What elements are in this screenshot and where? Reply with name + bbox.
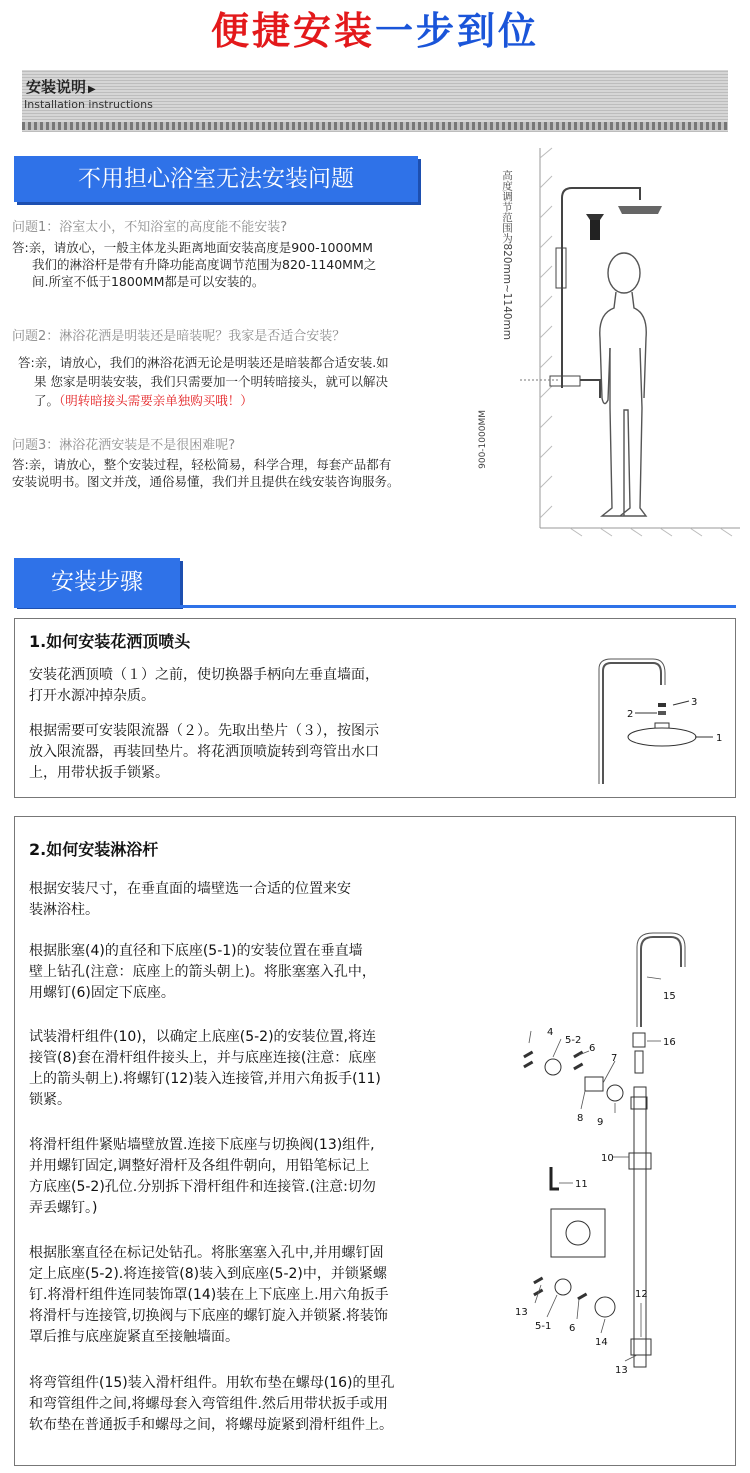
step2-paragraph-3 <box>29 1027 381 1111</box>
step2-title: 2.如何安装淋浴杆 <box>29 840 159 859</box>
label-14: 14 <box>595 1337 608 1348</box>
height-range-label: 高度调节范围为820mm~1140mm <box>501 170 513 340</box>
label-10: 10 <box>601 1153 614 1164</box>
step2-paragraph-4 <box>29 1135 376 1219</box>
text-line: 定上底座(5-2).将连接管(8)装入到底座(5-2)中，并锁紧螺 <box>29 1266 387 1282</box>
text-line: 将滑杆与连接管,切换阀与下底座的螺钉旋入并锁紧.将装饰 <box>29 1308 388 1324</box>
shower-height-diagram <box>490 148 740 536</box>
text-line: 锁紧。 <box>29 1092 71 1108</box>
label-15: 15 <box>663 991 676 1002</box>
step1-paragraph-1 <box>29 665 379 707</box>
label-6-lower: 6 <box>569 1323 576 1334</box>
text-line: 将滑杆组件紧贴墙壁放置.连接下底座与切换阀(13)组件, <box>29 1137 375 1153</box>
divider <box>22 122 728 130</box>
faq-answer-3-line2: 安装说明书。图文并茂，通俗易懂，我们并且提供在线安装咨询服务。 <box>12 474 400 489</box>
label-4: 4 <box>547 1027 554 1038</box>
faq-answer-2-line1: 答:亲，请放心，我们的淋浴花洒无论是明装还是暗装都合适安装.如 <box>18 355 389 370</box>
text-line: 根据胀塞(4)的直径和下底座(5-1)的安装位置在垂直墙 <box>29 943 363 959</box>
label-9: 9 <box>597 1117 604 1128</box>
text-line: 放入限流器，再装回垫片。将花洒顶喷旋转到弯管出水口 <box>29 744 379 760</box>
worry-banner: 不用担心浴室无法安装问题 <box>14 156 418 202</box>
label-5-1: 5-1 <box>535 1321 552 1332</box>
label-5-2: 5-2 <box>565 1035 582 1046</box>
text-line: 罩后推与底座旋紧直至接触墙面。 <box>29 1329 239 1345</box>
step1-title: 1.如何安装花洒顶喷头 <box>29 632 191 651</box>
faq-answer-1-line2: 我们的淋浴杆是带有升降功能高度调节范围为820-1140MM之 <box>32 257 377 272</box>
text-line: 方底座(5-2)孔位.分别拆下滑杆组件和连接管.(注意:切勿 <box>29 1179 376 1195</box>
faq-question-1: 问题1：浴室太小，不知浴室的高度能不能安装? <box>12 220 288 235</box>
step2-paragraph-5 <box>29 1243 389 1348</box>
label-2: 2 <box>627 709 634 720</box>
text-line: 将弯管组件(15)装入滑杆组件。用软布垫在螺母(16)的里孔 <box>29 1375 395 1391</box>
label-11: 11 <box>575 1179 588 1190</box>
step2-box <box>14 816 736 1466</box>
faq-answer-1-line1: 答:亲，请放心，一般主体龙头距离地面安装高度是900-1000MM <box>12 240 373 255</box>
label-1: 1 <box>716 733 723 744</box>
text-line: 试装滑杆组件(10)，以确定上底座(5-2)的安装位置,将连 <box>29 1029 376 1045</box>
label-3: 3 <box>691 697 698 708</box>
chevron-right-icon: ▶ <box>88 84 96 95</box>
label-13-right: 13 <box>615 1365 628 1376</box>
text-line: 钉.将滑杆组件连同装饰罩(14)装在上下底座上.用六角扳手 <box>29 1287 389 1303</box>
text-line: 安装花洒顶喷（１）之前，使切换器手柄向左垂直墙面， <box>29 667 379 683</box>
faq-answer-2-note: （明转暗接头需要亲单独购买哦！） <box>59 393 253 408</box>
faq-answer-3-line1: 答:亲，请放心，整个安装过程，轻松简易，科学合理，每套产品都有 <box>12 457 392 472</box>
faq-answer-1-line3: 间.所室不低于1800MM都是可以安装的。 <box>32 274 265 289</box>
text-line: 上的箭头朝上).将螺钉(12)装入连接管,并用六角扳手(11) <box>29 1071 381 1087</box>
instructions-band-en: Installation instructions <box>24 98 153 111</box>
steps-divider <box>14 605 736 608</box>
label-12: 12 <box>635 1289 648 1300</box>
steps-banner: 安装步骤 <box>14 558 180 606</box>
step1-box <box>14 618 736 798</box>
label-7: 7 <box>611 1053 618 1064</box>
page-title <box>0 0 750 62</box>
text-line: 用螺钉(6)固定下底座。 <box>29 985 175 1001</box>
step2-paragraph-6 <box>29 1373 394 1436</box>
text-line: 壁上钻孔(注意：底座上的箭头朝上)。将胀塞塞入孔中， <box>29 964 376 980</box>
faq-question-2: 问题2：淋浴花洒是明装还是暗装呢？我家是否适合安装？ <box>12 329 346 344</box>
label-6-upper: 6 <box>589 1043 596 1054</box>
instructions-band-cn: 安装说明 ▶ <box>26 78 96 96</box>
text-line: 和弯管组件之间,将螺母套入弯管组件.然后用带状扳手或用 <box>29 1396 388 1412</box>
text-line: 软布垫在普通扳手和螺母之间，将螺母旋紧到滑杆组件上。 <box>29 1417 393 1433</box>
text-line: 接管(8)套在滑杆组件接头上，并与底座连接(注意：底座 <box>29 1050 377 1066</box>
text-line: 装淋浴柱。 <box>29 902 99 918</box>
label-13-left: 13 <box>515 1307 528 1318</box>
label-8: 8 <box>577 1113 584 1124</box>
text-line: 上，用带状扳手锁紧。 <box>29 765 169 781</box>
title-part2: 一步到位 <box>375 9 540 53</box>
height-mark-label: 900-1000MM <box>478 410 488 469</box>
faq-answer-2-line2: 果 您家是明装安装，我们只需要加一个明转暗接头，就可以解决 <box>34 374 388 389</box>
text-line: 打开水源冲掉杂质。 <box>29 688 155 704</box>
text-line: 根据需要可安装限流器（２）。先取出垫片（３），按图示 <box>29 723 379 739</box>
faq-answer-2-line3: 了。（明转暗接头需要亲单独购买哦！） <box>34 393 253 408</box>
label-16: 16 <box>663 1037 676 1048</box>
text-line: 根据安装尺寸，在垂直面的墙壁选一合适的位置来安 <box>29 881 351 897</box>
text-line: 根据胀塞直径在标记处钻孔。将胀塞塞入孔中,并用螺钉固 <box>29 1245 384 1261</box>
step2-paragraph-2 <box>29 941 376 1004</box>
text-line: 弄丢螺钉。) <box>29 1200 98 1216</box>
step2-diagram <box>501 927 721 1376</box>
faq-question-3: 问题3：淋浴花洒安装是不是很困难呢? <box>12 438 236 453</box>
title-part1: 便捷安装 <box>210 9 375 53</box>
step1-paragraph-2 <box>29 721 379 784</box>
step1-diagram <box>575 639 730 789</box>
text-line: 并用螺钉固定,调整好滑杆及各组件朝向，用铅笔标记上 <box>29 1158 370 1174</box>
step2-paragraph-1 <box>29 879 351 921</box>
